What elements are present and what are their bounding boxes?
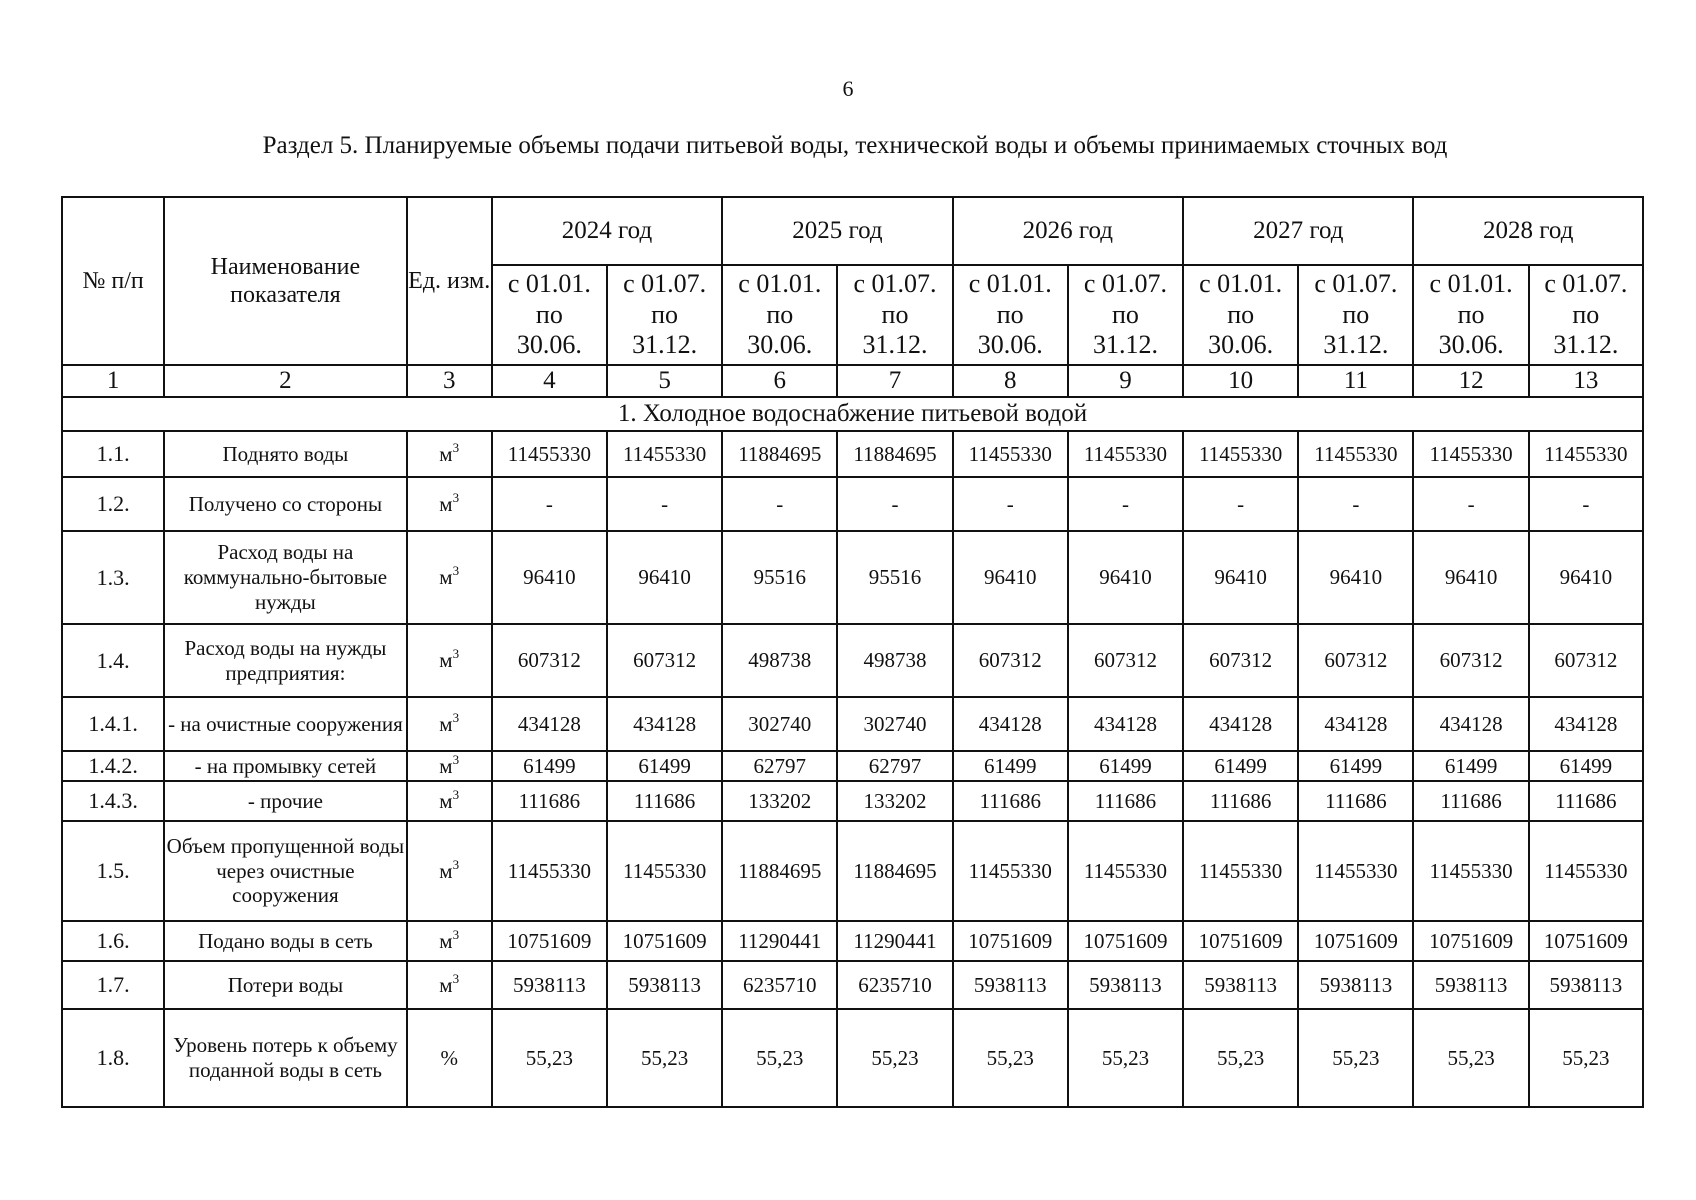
unit-text: м <box>439 491 453 516</box>
period-line: с 01.07. <box>1544 268 1628 298</box>
period-line: с 01.01. <box>1429 268 1513 298</box>
row-number: 1.6. <box>62 921 164 961</box>
table-row <box>62 431 1643 477</box>
row-unit <box>407 781 492 821</box>
unit-superscript: 3 <box>452 563 460 579</box>
period-line: по <box>1227 299 1255 329</box>
row-value: 11455330 <box>492 821 607 921</box>
unit-superscript: 3 <box>452 751 460 767</box>
row-name: Поднято воды <box>164 431 406 477</box>
column-number: 10 <box>1183 365 1298 397</box>
header-period <box>492 265 607 365</box>
row-value: 10751609 <box>1298 921 1413 961</box>
row-value: 11455330 <box>1529 431 1643 477</box>
period-line: 31.12. <box>1092 330 1158 360</box>
row-value: 6235710 <box>722 961 837 1009</box>
row-value: 61499 <box>1413 751 1528 781</box>
unit-text: м <box>439 788 453 813</box>
page-number: 6 <box>842 76 854 101</box>
table-row <box>62 751 1643 781</box>
row-value: 111686 <box>1413 781 1528 821</box>
unit-text: м <box>439 928 453 953</box>
table-row <box>62 921 1643 961</box>
unit-superscript: 3 <box>452 646 460 662</box>
row-number: 1.5. <box>62 821 164 921</box>
row-value: 5938113 <box>1529 961 1643 1009</box>
header-year: 2028 год <box>1413 197 1643 265</box>
unit-superscript: 3 <box>452 926 460 942</box>
row-value: 11455330 <box>1068 431 1183 477</box>
period-line: 30.06. <box>747 330 813 360</box>
column-number: 5 <box>607 365 722 397</box>
row-value: 11290441 <box>722 921 837 961</box>
row-number: 1.4. <box>62 624 164 697</box>
row-value: 62797 <box>837 751 952 781</box>
row-value: 55,23 <box>837 1009 952 1107</box>
row-name: - на промывку сетей <box>164 751 406 781</box>
section-title-cell: 1. Холодное водоснабжение питьевой водой <box>62 397 1643 431</box>
row-number: 1.2. <box>62 477 164 531</box>
unit-text: м <box>439 753 453 778</box>
row-value: 96410 <box>1183 531 1298 624</box>
row-unit <box>407 697 492 751</box>
row-value: 95516 <box>722 531 837 624</box>
row-value: 55,23 <box>722 1009 837 1107</box>
period-line: по <box>1111 299 1139 329</box>
row-value: 5938113 <box>1068 961 1183 1009</box>
header-year: 2027 год <box>1183 197 1413 265</box>
period-line: 30.06. <box>1438 330 1504 360</box>
row-value: 5938113 <box>1298 961 1413 1009</box>
header-period <box>1413 265 1528 365</box>
row-value: 96410 <box>607 531 722 624</box>
row-unit <box>407 431 492 477</box>
header-year: 2026 год <box>953 197 1183 265</box>
table-row <box>62 624 1643 697</box>
row-value: 62797 <box>722 751 837 781</box>
row-value: - <box>1298 477 1413 531</box>
period-line: 31.12. <box>632 330 698 360</box>
column-number: 13 <box>1529 365 1643 397</box>
column-numbers-row <box>62 365 1643 397</box>
header-period <box>1298 265 1413 365</box>
header-year: 2025 год <box>722 197 952 265</box>
row-value: 10751609 <box>1529 921 1643 961</box>
column-number: 6 <box>722 365 837 397</box>
column-number: 2 <box>164 365 406 397</box>
header-period <box>607 265 722 365</box>
row-value: 5938113 <box>1183 961 1298 1009</box>
row-value: 302740 <box>722 697 837 751</box>
row-value: - <box>1529 477 1643 531</box>
row-value: 133202 <box>837 781 952 821</box>
period-line: по <box>1457 299 1485 329</box>
period-line: с 01.01. <box>1199 268 1283 298</box>
unit-superscript: 3 <box>452 786 460 802</box>
header-period <box>722 265 837 365</box>
table-header <box>62 197 1643 365</box>
row-value: 96410 <box>1068 531 1183 624</box>
row-value: 96410 <box>953 531 1068 624</box>
row-value: 111686 <box>1529 781 1643 821</box>
row-value: 96410 <box>492 531 607 624</box>
row-value: 55,23 <box>1068 1009 1183 1107</box>
row-value: - <box>492 477 607 531</box>
row-value: - <box>837 477 952 531</box>
period-line: с 01.01. <box>738 268 822 298</box>
row-value: 10751609 <box>1183 921 1298 961</box>
period-line: с 01.07. <box>623 268 707 298</box>
row-value: 111686 <box>953 781 1068 821</box>
column-number: 3 <box>407 365 492 397</box>
row-value: 61499 <box>1529 751 1643 781</box>
row-value: 111686 <box>1298 781 1413 821</box>
header-period <box>837 265 952 365</box>
period-line: 31.12. <box>1323 330 1389 360</box>
row-value: 607312 <box>1068 624 1183 697</box>
row-value: 11455330 <box>1183 821 1298 921</box>
period-line: по <box>651 299 679 329</box>
row-value: 5938113 <box>492 961 607 1009</box>
column-number: 1 <box>62 365 164 397</box>
row-name: - прочие <box>164 781 406 821</box>
row-value: 96410 <box>1529 531 1643 624</box>
row-value: 10751609 <box>1413 921 1528 961</box>
row-value: 11884695 <box>837 821 952 921</box>
row-value: - <box>1183 477 1298 531</box>
unit-superscript: 3 <box>452 439 460 455</box>
period-line: с 01.07. <box>1083 268 1167 298</box>
unit-text: м <box>439 972 453 997</box>
row-value: 11884695 <box>722 821 837 921</box>
row-value: 61499 <box>607 751 722 781</box>
column-number: 8 <box>953 365 1068 397</box>
row-number: 1.7. <box>62 961 164 1009</box>
row-value: 607312 <box>1183 624 1298 697</box>
row-value: 11455330 <box>1298 431 1413 477</box>
period-line: по <box>1342 299 1370 329</box>
row-value: 6235710 <box>837 961 952 1009</box>
column-number: 12 <box>1413 365 1528 397</box>
period-line: 30.06. <box>977 330 1043 360</box>
row-unit <box>407 624 492 697</box>
row-value: 11455330 <box>1529 821 1643 921</box>
row-number: 1.4.3. <box>62 781 164 821</box>
section-title: Раздел 5. Планируемые объемы подачи питьевой воды, технической воды и объемы принимаемых сточных вод <box>262 132 1448 159</box>
row-value: 607312 <box>492 624 607 697</box>
row-value: 61499 <box>1183 751 1298 781</box>
column-number: 11 <box>1298 365 1413 397</box>
row-value: 498738 <box>837 624 952 697</box>
row-value: 434128 <box>607 697 722 751</box>
unit-text: м <box>439 565 453 590</box>
column-number: 4 <box>492 365 607 397</box>
row-name: Получено со стороны <box>164 477 406 531</box>
row-value: 95516 <box>837 531 952 624</box>
unit-text: м <box>439 648 453 673</box>
period-line: по <box>881 299 909 329</box>
unit-text: % <box>440 1045 458 1070</box>
row-value: 55,23 <box>1529 1009 1643 1107</box>
table-row <box>62 1009 1643 1107</box>
period-line: 31.12. <box>1553 330 1619 360</box>
table-row <box>62 697 1643 751</box>
period-line: по <box>766 299 794 329</box>
unit-superscript: 3 <box>452 709 460 725</box>
row-value: 607312 <box>953 624 1068 697</box>
row-value: 11455330 <box>1413 431 1528 477</box>
row-value: 111686 <box>1183 781 1298 821</box>
row-value: 10751609 <box>607 921 722 961</box>
column-number: 7 <box>837 365 952 397</box>
row-value: 11884695 <box>837 431 952 477</box>
row-value: - <box>722 477 837 531</box>
table-row <box>62 821 1643 921</box>
row-value: 61499 <box>1298 751 1413 781</box>
row-value: 11455330 <box>953 821 1068 921</box>
header-period <box>953 265 1068 365</box>
period-line: с 01.01. <box>968 268 1052 298</box>
row-value: 96410 <box>1413 531 1528 624</box>
row-unit <box>407 961 492 1009</box>
row-value: 434128 <box>1298 697 1413 751</box>
row-number: 1.3. <box>62 531 164 624</box>
period-line: 30.06. <box>516 330 582 360</box>
period-line: по <box>1572 299 1600 329</box>
row-value: 55,23 <box>953 1009 1068 1107</box>
header-unit: Ед. изм. <box>407 197 492 365</box>
row-name: Объем пропущенной воды через очистные сооружения <box>164 821 406 921</box>
row-name: Расход воды на коммунально-бытовые нужды <box>164 531 406 624</box>
column-number: 9 <box>1068 365 1183 397</box>
row-value: 434128 <box>1413 697 1528 751</box>
unit-text: м <box>439 858 453 883</box>
unit-text: м <box>439 711 453 736</box>
period-line: по <box>996 299 1024 329</box>
row-number: 1.4.2. <box>62 751 164 781</box>
row-value: 11884695 <box>722 431 837 477</box>
header-period <box>1183 265 1298 365</box>
section-row <box>62 397 1643 431</box>
row-value: 607312 <box>1529 624 1643 697</box>
row-value: 434128 <box>1183 697 1298 751</box>
table-row <box>62 531 1643 624</box>
row-value: 61499 <box>953 751 1068 781</box>
row-value: 10751609 <box>1068 921 1183 961</box>
header-period <box>1529 265 1643 365</box>
row-value: 5938113 <box>1413 961 1528 1009</box>
row-value: 55,23 <box>1183 1009 1298 1107</box>
row-value: 111686 <box>607 781 722 821</box>
row-value: 607312 <box>1413 624 1528 697</box>
unit-superscript: 3 <box>452 489 460 505</box>
row-name: Уровень потерь к объему поданной воды в сеть <box>164 1009 406 1107</box>
row-value: 55,23 <box>1298 1009 1413 1107</box>
row-value: - <box>607 477 722 531</box>
row-value: 111686 <box>492 781 607 821</box>
row-value: 61499 <box>1068 751 1183 781</box>
row-value: 11455330 <box>1413 821 1528 921</box>
row-value: 111686 <box>1068 781 1183 821</box>
row-value: 434128 <box>953 697 1068 751</box>
row-value: 11455330 <box>607 431 722 477</box>
row-value: 55,23 <box>492 1009 607 1107</box>
row-value: 55,23 <box>607 1009 722 1107</box>
row-value: 498738 <box>722 624 837 697</box>
row-unit <box>407 821 492 921</box>
period-line: с 01.07. <box>1314 268 1398 298</box>
row-value: 434128 <box>1068 697 1183 751</box>
row-unit <box>407 1009 492 1107</box>
period-line: 31.12. <box>862 330 928 360</box>
volumes-table <box>61 196 1644 1108</box>
row-value: 434128 <box>492 697 607 751</box>
period-line: с 01.07. <box>853 268 937 298</box>
unit-text: м <box>439 441 453 466</box>
row-value: 11455330 <box>1068 821 1183 921</box>
row-unit <box>407 921 492 961</box>
row-value: - <box>1413 477 1528 531</box>
row-value: 96410 <box>1298 531 1413 624</box>
row-value: 10751609 <box>953 921 1068 961</box>
header-year: 2024 год <box>492 197 722 265</box>
row-value: 11455330 <box>953 431 1068 477</box>
row-value: 11455330 <box>492 431 607 477</box>
row-value: 11455330 <box>1183 431 1298 477</box>
row-value: 434128 <box>1529 697 1643 751</box>
row-name: Расход воды на нужды предприятия: <box>164 624 406 697</box>
period-line: 30.06. <box>1208 330 1274 360</box>
row-name: Подано воды в сеть <box>164 921 406 961</box>
header-period <box>1068 265 1183 365</box>
table-row <box>62 961 1643 1009</box>
unit-superscript: 3 <box>452 856 460 872</box>
row-value: 55,23 <box>1413 1009 1528 1107</box>
row-value: - <box>1068 477 1183 531</box>
row-value: 302740 <box>837 697 952 751</box>
table-row <box>62 781 1643 821</box>
row-number: 1.4.1. <box>62 697 164 751</box>
header-name: Наименование показателя <box>164 197 406 365</box>
row-value: 607312 <box>1298 624 1413 697</box>
row-value: 5938113 <box>953 961 1068 1009</box>
period-line: с 01.01. <box>507 268 591 298</box>
row-value: 5938113 <box>607 961 722 1009</box>
header-num: № п/п <box>62 197 164 365</box>
row-value: 607312 <box>607 624 722 697</box>
row-value: 61499 <box>492 751 607 781</box>
row-number: 1.1. <box>62 431 164 477</box>
row-name: - на очистные сооружения <box>164 697 406 751</box>
row-number: 1.8. <box>62 1009 164 1107</box>
row-unit <box>407 477 492 531</box>
table-row <box>62 477 1643 531</box>
unit-superscript: 3 <box>452 970 460 986</box>
row-value: 10751609 <box>492 921 607 961</box>
row-value: 11455330 <box>607 821 722 921</box>
row-value: 11455330 <box>1298 821 1413 921</box>
row-unit <box>407 751 492 781</box>
period-line: по <box>535 299 563 329</box>
row-value: 11290441 <box>837 921 952 961</box>
row-value: 133202 <box>722 781 837 821</box>
row-value: - <box>953 477 1068 531</box>
row-name: Потери воды <box>164 961 406 1009</box>
row-unit <box>407 531 492 624</box>
